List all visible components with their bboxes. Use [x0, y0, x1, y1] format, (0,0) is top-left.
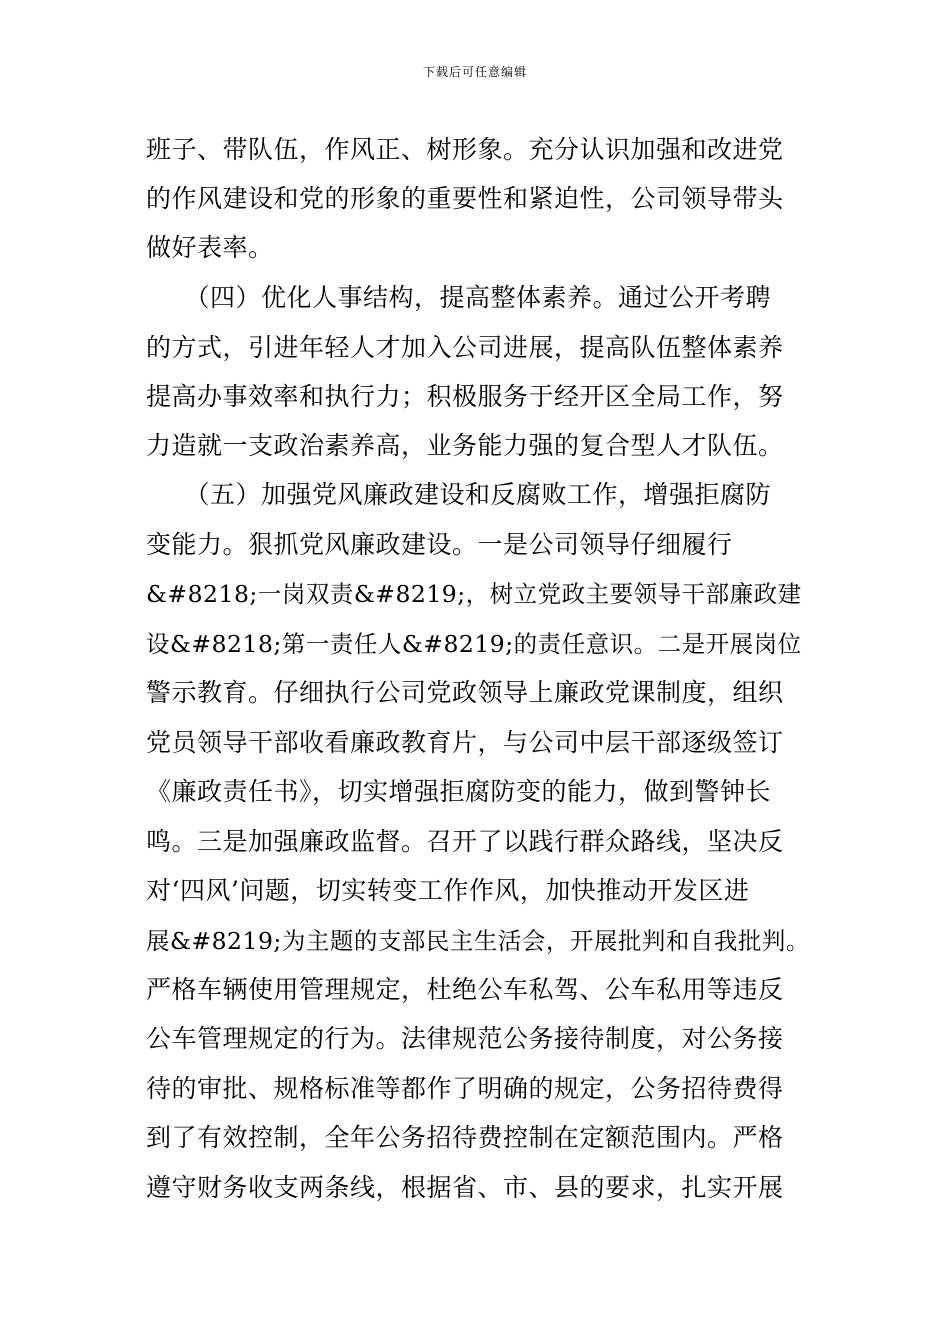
text-line: 的作风建设和党的形象的重要性和紧迫性，公司领导带头	[146, 184, 784, 213]
text-line: &#8218;一岗双责&#8219;，树立党政主要领导干部廉政建	[146, 580, 802, 608]
text-line: 展&#8219;为主题的支部民主生活会，开展批判和自我批判。	[146, 927, 810, 955]
text-line: 党员领导干部收看廉政教育片，与公司中层干部逐级签订	[146, 728, 784, 757]
text-line: 警示教育。仔细执行公司党政领导上廉政党课制度，组织	[146, 678, 784, 707]
text-line: 的方式，引进年轻人才加入公司进展，提高队伍整体素养	[146, 333, 784, 362]
text-line: （五）加强党风廉政建设和反腐败工作，增强拒腐防	[146, 480, 772, 509]
text-line: 设&#8218;第一责任人&#8219;的责任意识。二是开展岗位	[146, 630, 802, 658]
text-line: 对‘四风’问题，切实转变工作作风，加快推动开发区进	[146, 876, 750, 905]
text-line: 公车管理规定的行为。法律规范公务接待制度，对公务接	[146, 1024, 784, 1053]
text-line: 鸣。三是加强廉政监督。召开了以践行群众路线，坚决反	[146, 827, 784, 856]
text-line: 严格车辆使用管理规定，杜绝公车私驾、公车私用等违反	[146, 975, 784, 1004]
text-line: 做好表率。	[146, 233, 274, 262]
text-line: 提高办事效率和执行力；积极服务于经开区全局工作，努	[146, 382, 784, 411]
text-line: 力造就一支政治素养高，业务能力强的复合型人才队伍。	[146, 431, 784, 460]
page-header: 下载后可任意编辑	[422, 65, 527, 79]
text-line: 遵守财务收支两条线，根据省、市、县的要求，扎实开展	[146, 1173, 784, 1202]
text-line: 到了有效控制，全年公务招待费控制在定额范围内。严格	[146, 1123, 784, 1152]
text-line: 待的审批、规格标准等都作了明确的规定，公务招待费得	[146, 1074, 784, 1103]
text-line: 变能力。狠抓党风廉政建设。一是公司领导仔细履行	[146, 530, 733, 559]
text-line: 《廉政责任书》，切实增强拒腐防变的能力，做到警钟长	[146, 777, 772, 806]
text-line: 班子、带队伍，作风正、树形象。充分认识加强和改进党	[146, 135, 784, 164]
text-line: （四）优化人事结构，提高整体素养。通过公开考聘	[146, 283, 772, 312]
